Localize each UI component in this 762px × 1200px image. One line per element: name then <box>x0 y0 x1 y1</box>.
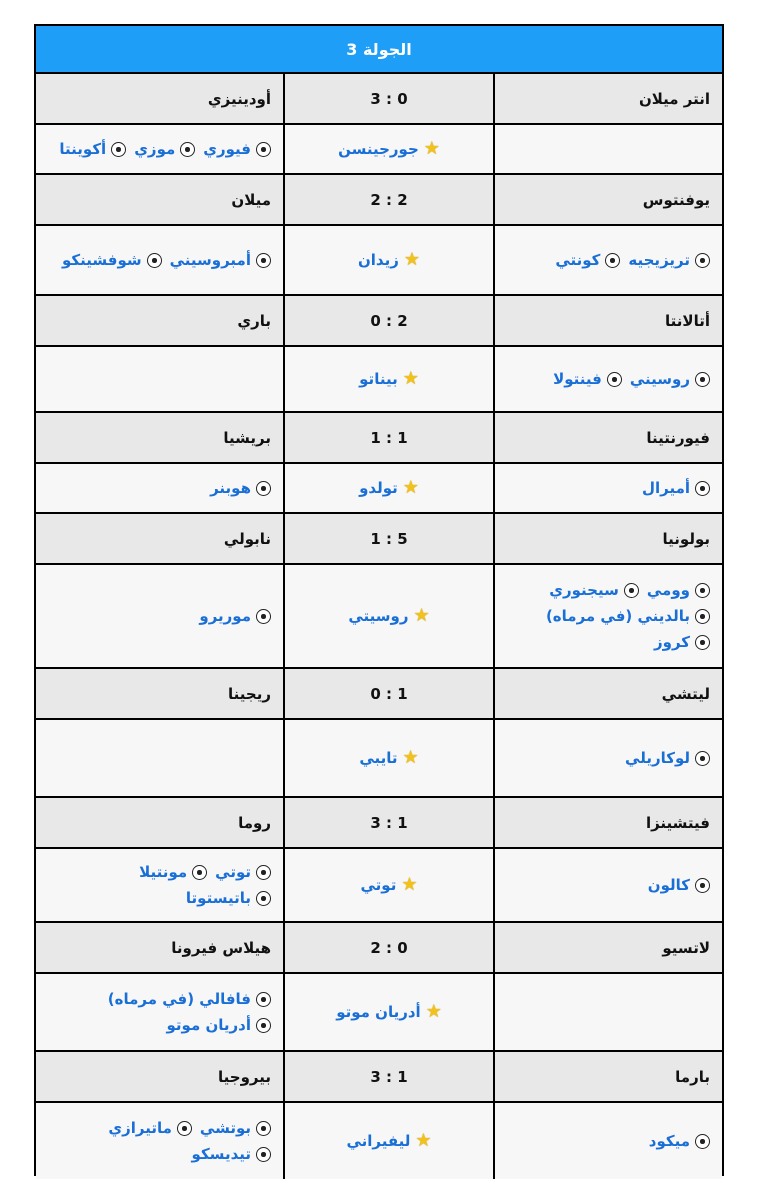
match-row <box>36 923 722 974</box>
scorer-item <box>642 476 710 500</box>
match-score: 1 : 5 <box>283 514 493 563</box>
scorer-item <box>654 630 710 654</box>
star-icon: ★ <box>402 477 419 498</box>
home-team: انتر ميلان <box>493 74 722 123</box>
away-scorers-list <box>199 604 271 628</box>
scorer-name: بالديني (في مرماه) <box>545 607 690 625</box>
scorer-name: روسيني <box>629 370 690 388</box>
match-score: 3 : 1 <box>283 798 493 847</box>
match-row <box>36 669 722 720</box>
mvp-item <box>359 367 419 391</box>
away-scorers <box>36 849 283 921</box>
star-icon: ★ <box>415 1130 432 1151</box>
star-icon: ★ <box>425 1001 442 1022</box>
match-score: 1 : 1 <box>283 413 493 462</box>
match-row <box>36 1052 722 1103</box>
mvp-name: تايبي <box>359 749 398 767</box>
soccer-ball-icon <box>111 142 126 157</box>
man-of-match <box>283 974 493 1050</box>
man-of-match <box>283 125 493 173</box>
mvp-name: تولدو <box>359 479 398 497</box>
scorer-item <box>647 578 710 602</box>
home-scorers <box>493 347 722 411</box>
away-team: أودينيزي <box>207 89 271 108</box>
star-icon: ★ <box>423 138 440 159</box>
match-details-row <box>36 565 722 669</box>
scorer-name: لوكاريلي <box>625 749 690 767</box>
match-row <box>36 413 722 464</box>
away-scorers <box>36 347 283 411</box>
away-team: روما <box>238 813 271 832</box>
soccer-ball-icon <box>695 583 710 598</box>
home-scorers <box>493 1103 722 1179</box>
scorer-name: تيديسكو <box>191 1145 251 1163</box>
away-scorers <box>36 464 283 512</box>
scorer-item <box>199 604 271 628</box>
soccer-ball-icon <box>256 481 271 496</box>
match-score: 2 : 2 <box>283 175 493 224</box>
soccer-ball-icon <box>695 372 710 387</box>
scorer-name: وومي <box>646 581 690 599</box>
away-team: هيلاس فيرونا <box>171 938 271 957</box>
scorer-name: أمبروسيني <box>169 251 251 269</box>
star-icon: ★ <box>401 874 418 895</box>
away-team: بريشيا <box>223 428 271 447</box>
scorer-item <box>210 476 271 500</box>
away-team: ميلان <box>231 190 271 209</box>
star-icon: ★ <box>402 368 419 389</box>
match-row <box>36 296 722 347</box>
scorer-name: فينتولا <box>553 370 602 388</box>
scorer-name: مونتيلا <box>139 863 188 881</box>
home-scorers <box>493 974 722 1050</box>
soccer-ball-icon <box>256 992 271 1007</box>
star-icon: ★ <box>413 605 430 626</box>
soccer-ball-icon <box>605 253 620 268</box>
mvp-name: أدريان موتو <box>336 1003 421 1021</box>
round-table <box>34 24 724 1176</box>
match-score: 0 : 2 <box>283 296 493 345</box>
scorer-name: باتيستوتا <box>185 889 251 907</box>
scorer-name: ميكود <box>648 1132 690 1150</box>
match-score: 3 : 1 <box>283 1052 493 1101</box>
home-scorers-list <box>649 1129 710 1153</box>
scorer-item <box>139 860 207 884</box>
soccer-ball-icon <box>256 865 271 880</box>
mvp-name: ليفيراني <box>346 1132 411 1150</box>
scorer-name: موزي <box>134 140 176 158</box>
man-of-match <box>283 347 493 411</box>
soccer-ball-icon <box>256 142 271 157</box>
soccer-ball-icon <box>256 891 271 906</box>
scorer-name: توتي <box>215 863 251 881</box>
match-details-row <box>36 125 722 175</box>
star-icon: ★ <box>403 249 421 270</box>
home-team: بارما <box>493 1052 722 1101</box>
away-scorers <box>36 1103 283 1179</box>
home-team: بولونيا <box>493 514 722 563</box>
mvp-item <box>348 604 429 628</box>
soccer-ball-icon <box>695 751 710 766</box>
away-scorers-list <box>62 248 271 272</box>
home-scorers-list <box>555 248 710 272</box>
scorer-name: كالون <box>647 876 690 894</box>
match-details-row <box>36 974 722 1052</box>
man-of-match <box>283 226 493 294</box>
scorer-item <box>200 1116 271 1140</box>
mvp-item <box>361 873 418 897</box>
match-row <box>36 798 722 849</box>
soccer-ball-icon <box>256 609 271 624</box>
soccer-ball-icon <box>147 253 162 268</box>
man-of-match <box>283 849 493 921</box>
scorer-name: كروز <box>653 633 690 651</box>
scorer-item <box>108 1116 192 1140</box>
scorer-item <box>546 604 710 628</box>
mvp-item <box>336 1000 442 1024</box>
home-scorers-list <box>507 578 710 654</box>
match-details-row <box>36 226 722 296</box>
away-scorers-list <box>48 987 271 1037</box>
scorer-name: هوبنر <box>210 479 251 497</box>
scorer-name: ماتيرازي <box>108 1119 172 1137</box>
soccer-ball-icon <box>256 1147 271 1162</box>
soccer-ball-icon <box>695 1134 710 1149</box>
away-scorers-list <box>59 137 271 161</box>
away-scorers <box>36 125 283 173</box>
soccer-ball-icon <box>177 1121 192 1136</box>
scorer-item <box>625 746 710 770</box>
away-scorers-list <box>48 860 271 910</box>
soccer-ball-icon <box>180 142 195 157</box>
away-team: نابولي <box>223 529 271 548</box>
match-details-row <box>36 720 722 798</box>
scorer-item <box>192 1142 271 1166</box>
soccer-ball-icon <box>695 253 710 268</box>
home-team: فيورنتينا <box>493 413 722 462</box>
scorer-item <box>203 137 271 161</box>
mvp-item <box>359 746 418 770</box>
home-team: أتالانتا <box>493 296 722 345</box>
soccer-ball-icon <box>256 253 271 268</box>
man-of-match <box>283 1103 493 1179</box>
home-scorers-list <box>648 873 710 897</box>
soccer-ball-icon <box>695 609 710 624</box>
scorer-item <box>134 137 195 161</box>
scorer-name: أكوينتا <box>59 140 107 158</box>
mvp-name: روسيتي <box>348 607 409 625</box>
scorer-name: سيجنوري <box>549 581 619 599</box>
scorer-item <box>215 860 271 884</box>
soccer-ball-icon <box>256 1121 271 1136</box>
scorer-name: بوتشي <box>199 1119 251 1137</box>
home-scorers <box>493 849 722 921</box>
away-team: بيروجيا <box>218 1067 271 1086</box>
home-scorers <box>493 226 722 294</box>
mvp-item <box>346 1129 431 1153</box>
scorer-item <box>555 248 620 272</box>
match-row <box>36 175 722 226</box>
match-score: 3 : 0 <box>283 74 493 123</box>
match-details-row <box>36 347 722 413</box>
scorer-name: فيوري <box>203 140 251 158</box>
mvp-item <box>359 476 419 500</box>
home-scorers-list <box>642 476 710 500</box>
away-team: ريجينا <box>228 684 271 703</box>
mvp-name: توتي <box>360 876 397 894</box>
away-scorers <box>36 226 283 294</box>
star-icon: ★ <box>402 747 419 768</box>
match-score: 0 : 1 <box>283 669 493 718</box>
match-score: 2 : 0 <box>283 923 493 972</box>
scorer-item <box>630 367 710 391</box>
away-scorers <box>36 974 283 1050</box>
scorer-item <box>167 1013 272 1037</box>
scorer-item <box>62 248 162 272</box>
match-details-row <box>36 849 722 923</box>
mvp-item <box>338 137 440 161</box>
scorer-item <box>170 248 271 272</box>
home-scorers <box>493 565 722 667</box>
scorer-item <box>649 1129 710 1153</box>
home-scorers-list <box>625 746 710 770</box>
scorer-name: كونتي <box>555 251 601 269</box>
man-of-match <box>283 720 493 796</box>
scorer-item <box>628 248 710 272</box>
mvp-name: زيدان <box>357 251 399 269</box>
match-details-row <box>36 464 722 514</box>
scorer-item <box>59 137 126 161</box>
away-scorers-list <box>210 476 271 500</box>
man-of-match <box>283 565 493 667</box>
home-team: يوفنتوس <box>493 175 722 224</box>
home-team: ليتشي <box>493 669 722 718</box>
soccer-ball-icon <box>695 878 710 893</box>
scorer-name: موريرو <box>199 607 251 625</box>
home-scorers <box>493 720 722 796</box>
soccer-ball-icon <box>624 583 639 598</box>
home-scorers <box>493 125 722 173</box>
scorer-name: أدريان موتو <box>166 1016 251 1034</box>
scorer-item <box>186 886 271 910</box>
home-scorers-list <box>553 367 710 391</box>
scorer-item <box>549 578 639 602</box>
match-row <box>36 514 722 565</box>
scorer-item <box>108 987 271 1011</box>
scorer-item <box>648 873 710 897</box>
away-scorers <box>36 720 283 796</box>
soccer-ball-icon <box>256 1018 271 1033</box>
scorer-item <box>553 367 622 391</box>
away-scorers <box>36 565 283 667</box>
soccer-ball-icon <box>695 635 710 650</box>
soccer-ball-icon <box>192 865 207 880</box>
mvp-item <box>358 248 420 272</box>
away-team: باري <box>237 311 271 330</box>
soccer-ball-icon <box>607 372 622 387</box>
home-scorers <box>493 464 722 512</box>
match-details-row <box>36 1103 722 1179</box>
home-team: فيتشينزا <box>493 798 722 847</box>
soccer-ball-icon <box>695 481 710 496</box>
home-team: لاتسيو <box>493 923 722 972</box>
man-of-match <box>283 464 493 512</box>
mvp-name: جورجينسن <box>338 140 419 158</box>
away-scorers-list <box>48 1116 271 1166</box>
round-title: الجولة 3 <box>36 26 722 74</box>
scorer-name: أميرال <box>641 479 690 497</box>
mvp-name: بيناتو <box>359 370 398 388</box>
scorer-name: تريزيجيه <box>628 251 690 269</box>
scorer-name: فافالي (في مرماه) <box>107 990 251 1008</box>
scorer-name: شوفشينكو <box>61 251 142 269</box>
match-row <box>36 74 722 125</box>
